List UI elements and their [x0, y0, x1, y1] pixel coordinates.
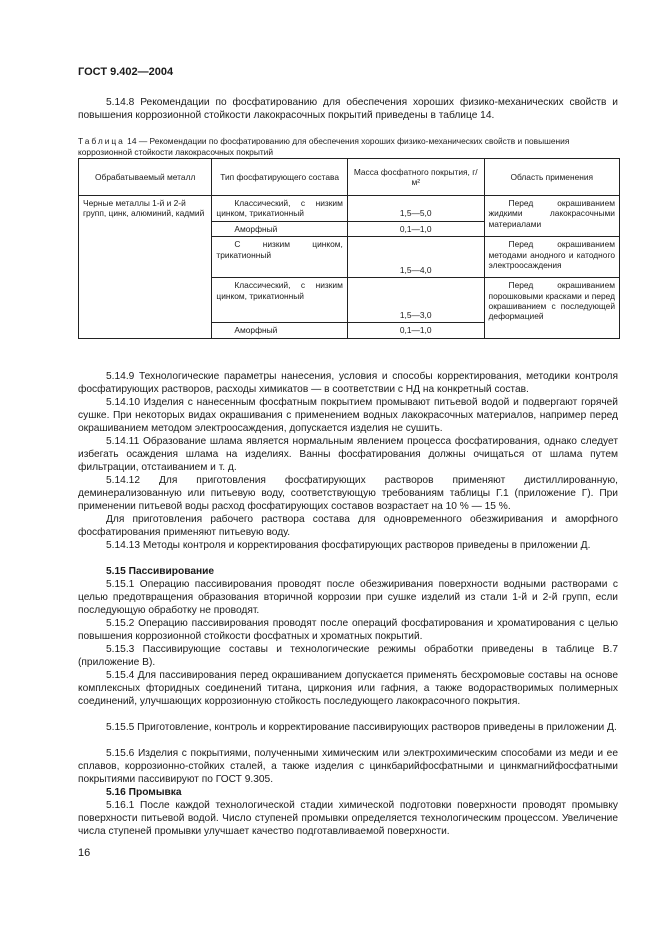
table-caption: [78, 136, 618, 158]
paragraph-5-15-1: 5.15.1 Операцию пассивирования проводят после обезжиривания поверхности водными растворами с целью предотвращения образования вторичной коррозии при сушке изделий из стали 1-й и 2-й групп, если последующую обработку не проводят.: [78, 579, 618, 617]
header-coating-mass: Масса фосфатного покрытия, г/м²: [347, 159, 484, 196]
section-heading-5-15: 5.15 Пассивирование: [106, 566, 215, 577]
cell-area: Перед окрашиванием методами анодного и катодного электроосаждения: [484, 237, 619, 278]
paragraph-5-14-11: 5.14.11 Образование шлама является нормальным явлением процесса фосфатирования, однако следует избегать осаждения шлама на изделиях. Ванны фосфатирования должны очищаться от шлама путем фильтрации, отстаиванием и т. д.: [78, 436, 618, 474]
document-header: ГОСТ 9.402—2004: [78, 66, 174, 78]
page-number: 16: [78, 847, 91, 859]
table-caption-text: 14 — Рекомендации по фосфатированию для обеспечения хороших физико-механических свойств и повышения коррозионной стойкости лакокрасочных покрытий: [78, 136, 570, 157]
paragraph-5-15-5: 5.15.5 Приготовление, контроль и корректирование пассивирующих растворов приведены в приложении Д.: [106, 722, 617, 733]
paragraph-5-14-8: 5.14.8 Рекомендации по фосфатированию для обеспечения хороших физико-механических свойств и повышения коррозионной стойкости лакокрасочных покрытий приведены в таблице 14.: [78, 97, 618, 122]
cell-area: Перед окрашиванием порошковыми красками и перед окрашиванием с последующей деформацией: [484, 278, 619, 338]
paragraph-5-15-4: 5.15.4 Для пассивирования перед окрашиванием допускается применять бесхромовые составы на основе комплексных фторидных соединений титана, циркония или гафния, а также водорастворимых полимерных соединений, улучшающих коррозионную стойкость последующего лакокрасочного покрытия.: [78, 670, 618, 708]
paragraph-5-15-3: 5.15.3 Пассивирующие составы и технологические режимы обработки приведены в таблице В.7 (приложение В).: [78, 644, 618, 669]
cell-metal: Черные металлы 1-й и 2-й групп, цинк, алюминий, кадмий: [79, 196, 212, 339]
cell-mass: 1,5—5,0: [347, 196, 484, 222]
cell-area: Перед окрашиванием жидкими лакокрасочными материалами: [484, 196, 619, 237]
table-row: [79, 196, 620, 222]
cell-type: Аморфный: [212, 323, 347, 338]
cell-mass: 1,5—3,0: [347, 278, 484, 323]
cell-mass: 0,1—1,0: [347, 323, 484, 338]
paragraph-5-14-12: 5.14.12 Для приготовления фосфатирующих растворов применяют дистиллированную, деминерализованную или питьевую воду, соответствующую требованиям таблицы Г.1 (приложение Г). При применении питьевой воды расход фосфатирующих составов возрастает на 10 % — 15 %.: [78, 475, 618, 513]
paragraph-5-16-1: 5.16.1 После каждой технологической стадии химической подготовки поверхности проводят промывку поверхности питьевой водой. Число ступеней промывки определяется технологическим процессом. Увеличение числа ступеней промывки улучшает качество подготавливаемой поверхности.: [78, 800, 618, 838]
cell-type: Классический, с низким цинком, трикатионный: [212, 196, 347, 222]
cell-type: С низким цинком, трикатионный: [212, 237, 347, 278]
cell-mass: 0,1—1,0: [347, 221, 484, 236]
header-metal: Обрабатываемый металл: [79, 159, 212, 196]
paragraph-5-15-2: 5.15.2 Операцию пассивирования проводят после операций фосфатирования и хроматирования с целью повышения коррозионной стойкости фосфатных и хроматных покрытий.: [78, 618, 618, 643]
paragraph-5-14-9: 5.14.9 Технологические параметры нанесения, условия и способы корректирования, методики контроля фосфатирующих растворов, расходы химикатов — в соответствии с НД на конкретный состав.: [78, 371, 618, 396]
paragraph-5-14-12-cont: Для приготовления рабочего раствора состава для одновременного обезжиривания и аморфного фосфатирования применяют питьевую воду.: [78, 514, 618, 539]
header-application-area: Область применения: [484, 159, 619, 196]
header-composition-type: Тип фосфатирующего состава: [212, 159, 347, 196]
cell-mass: 1,5—4,0: [347, 237, 484, 278]
table-header-row: [79, 159, 620, 196]
cell-type: Аморфный: [212, 221, 347, 236]
paragraph-5-15-6: 5.15.6 Изделия с покрытиями, полученными химическим или электрохимическим способами из меди и ее сплавов, коррозионно-стойких сталей, а также изделия с цинкбарийфосфатными и цинкмагнийфосфатными покрытиями пассивируют по ГОСТ 9.305.: [78, 748, 618, 786]
table-14: [78, 158, 620, 339]
paragraph-5-14-10: 5.14.10 Изделия с нанесенным фосфатным покрытием промывают питьевой водой и подвергают горячей сушке. При некоторых видах окрашивания с применением водных лакокрасочных материалов, например перед окрашиванием методом электроосаждения, допускается изделия не сушить.: [78, 397, 618, 435]
paragraph-5-14-13: 5.14.13 Методы контроля и корректирования фосфатирующих растворов приведены в приложении Д.: [106, 540, 591, 551]
cell-type: Классический, с низким цинком, трикатионный: [212, 278, 347, 323]
table-caption-prefix: Таблица: [78, 136, 125, 146]
section-heading-5-16: 5.16 Промывка: [106, 787, 182, 798]
